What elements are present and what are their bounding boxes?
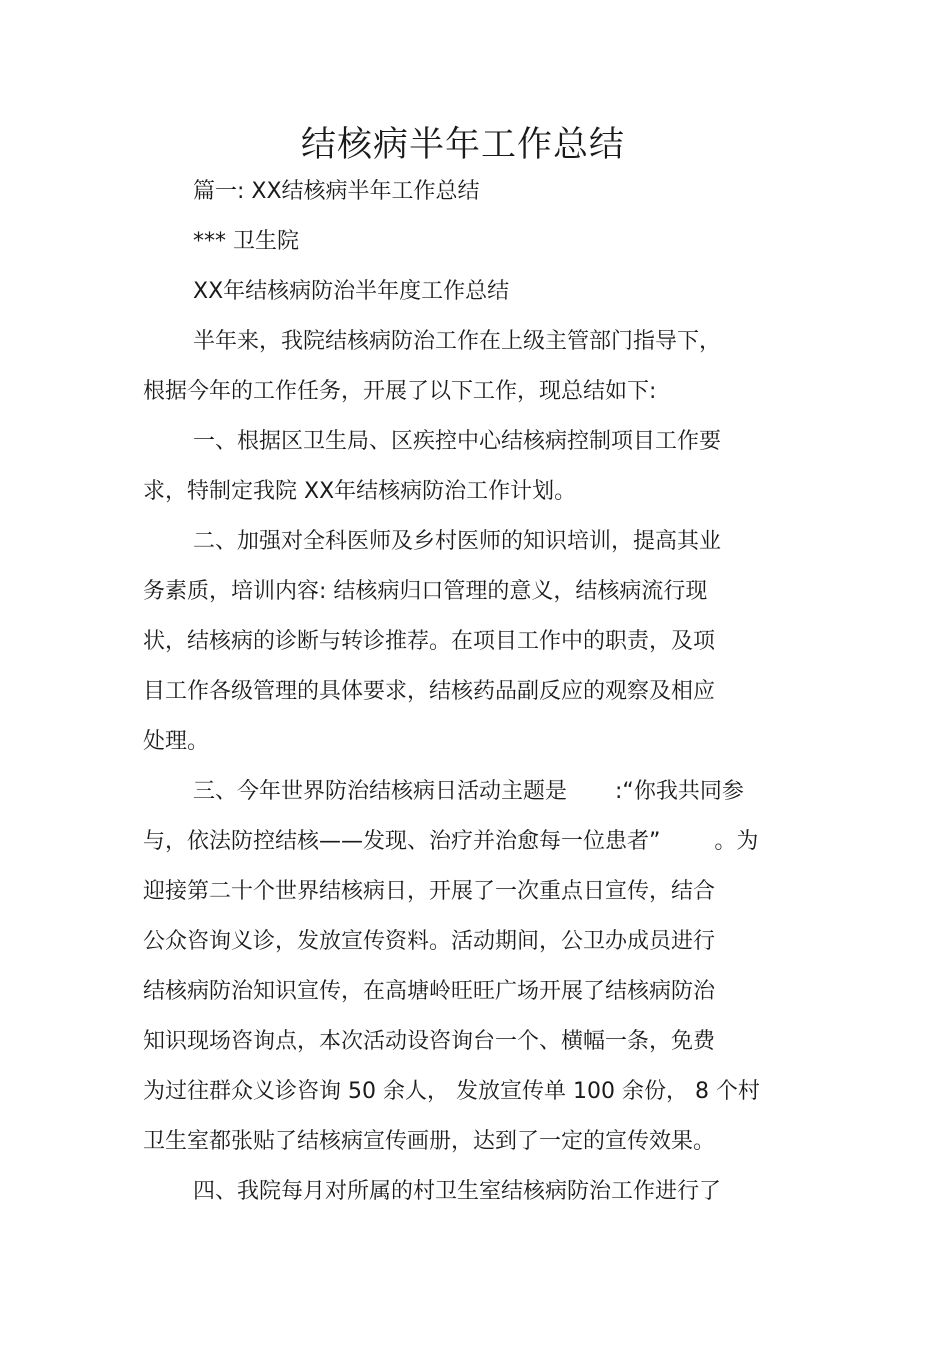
subtitle-line: 篇一: XX结核病半年工作总结 [193,179,480,204]
paragraph-line: 半年来，我院结核病防治工作在上级主管部门指导下， [193,329,722,354]
paragraph-line: 目工作各级管理的具体要求，结核药品副反应的观察及相应 [143,679,716,704]
paragraph-line: 公众咨询义诊，发放宣传资料。活动期间，公卫办成员进行 [143,929,716,954]
paragraph-line [193,777,744,807]
paragraph-line: 结核病防治知识宣传，在高塘岭旺旺广场开展了结核病防治 [143,979,716,1004]
paragraph-line: 一、根据区卫生局、区疾控中心结核病控制项目工作要 [193,429,722,454]
paragraph-text: 与，依法防控结核——发现、治疗并治愈每一位患者” [143,829,661,854]
paragraph-line: 二、加强对全科医师及乡村医师的知识培训，提高其业 [193,529,722,554]
paragraph-line: 根据今年的工作任务，开展了以下工作，现总结如下: [143,379,657,404]
paragraph-line: 为过往群众义诊咨询 50 余人， 发放宣传单 100 余份， 8 个村 [143,1079,760,1104]
paragraph-line [143,827,758,857]
paragraph-line: 知识现场咨询点，本次活动设咨询台一个、横幅一条，免费 [143,1029,716,1054]
paragraph-line: 迎接第二十个世界结核病日，开展了一次重点日宣传，结合 [143,879,716,904]
document-title: 结核病半年工作总结 [300,125,625,165]
report-title-line: XX年结核病防治半年度工作总结 [193,279,510,304]
paragraph-text: 。为 [714,829,759,854]
paragraph-text: 三、今年世界防治结核病日活动主题是 [193,779,568,804]
paragraph-line: 处理。 [143,729,210,754]
paragraph-line: 卫生室都张贴了结核病宣传画册，达到了一定的宣传效果。 [143,1129,716,1154]
paragraph-line: 四、我院每月对所属的村卫生室结核病防治工作进行了 [193,1179,722,1204]
paragraph-line: 求，特制定我院 XX年结核病防治工作计划。 [143,479,577,504]
paragraph-line: 务素质，培训内容: 结核病归口管理的意义，结核病流行现 [143,579,708,604]
paragraph-text: :“你我共同参 [615,779,744,804]
paragraph-line: 状，结核病的诊断与转诊推荐。在项目工作中的职责，及项 [143,629,716,654]
organization-line: *** 卫生院 [193,229,299,254]
